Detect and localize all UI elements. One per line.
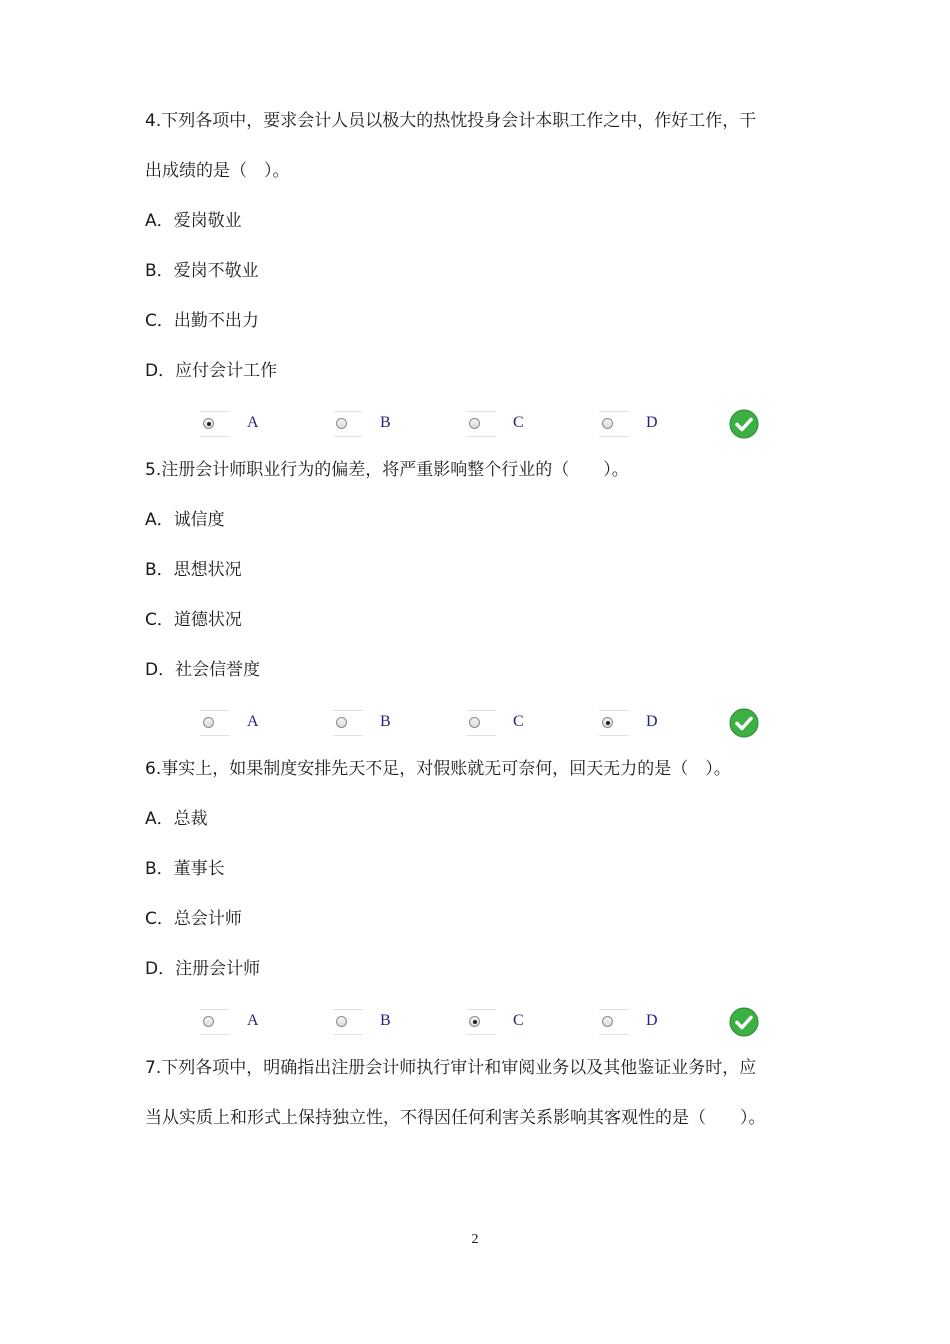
question-5-choice-c[interactable] (466, 708, 546, 738)
choice-label: A (247, 713, 259, 730)
choice-label: B (380, 414, 391, 431)
question-6-option-a: A．总裁 (145, 809, 208, 829)
choice-label: B (380, 713, 391, 730)
question-4-choice-c[interactable] (466, 409, 546, 439)
question-4-choice-b[interactable] (333, 409, 413, 439)
radio-icon[interactable] (469, 717, 480, 728)
question-5-option-d: D．社会信誉度 (145, 660, 261, 680)
choice-label: D (646, 713, 658, 730)
choice-label: D (646, 1012, 658, 1029)
choice-label: C (513, 1012, 524, 1029)
question-5-option-c: C．道德状况 (145, 610, 242, 630)
correct-check-icon (729, 708, 759, 738)
question-6-option-c: C．总会计师 (145, 909, 242, 929)
radio-selected-icon[interactable] (602, 717, 613, 728)
question-6-choice-b[interactable] (333, 1007, 413, 1037)
question-4-choice-a[interactable] (200, 409, 280, 439)
question-7-stem-line-2: 当从实质上和形式上保持独立性，不得因任何利害关系影响其客观性的是（ ）。 (145, 1108, 766, 1128)
radio-icon[interactable] (203, 717, 214, 728)
question-5-option-b: B．思想状况 (145, 560, 242, 580)
question-4-stem-line-2: 出成绩的是（ ）。 (145, 161, 290, 181)
choice-label: A (247, 1012, 259, 1029)
choice-label: C (513, 713, 524, 730)
question-4-choice-d[interactable] (599, 409, 679, 439)
radio-icon[interactable] (602, 418, 613, 429)
radio-selected-icon[interactable] (469, 1016, 480, 1027)
question-4-option-a: A．爱岗敬业 (145, 211, 242, 231)
question-4-option-c: C．出勤不出力 (145, 311, 259, 331)
question-5-choice-a[interactable] (200, 708, 280, 738)
radio-icon[interactable] (336, 717, 347, 728)
question-6-answer-row (0, 1007, 950, 1037)
question-6-choice-a[interactable] (200, 1007, 280, 1037)
question-4-option-b: B．爱岗不敬业 (145, 261, 259, 281)
question-4-stem-line-1: 4.下列各项中，要求会计人员以极大的热忱投身会计本职工作之中，作好工作，干 (145, 111, 757, 131)
choice-label: C (513, 414, 524, 431)
question-5-option-a: A．诚信度 (145, 510, 225, 530)
question-6-option-b: B．董事长 (145, 859, 225, 879)
question-7-stem-line-1: 7.下列各项中，明确指出注册会计师执行审计和审阅业务以及其他鉴证业务时，应 (145, 1058, 757, 1078)
question-4-answer-row (0, 409, 950, 439)
correct-check-icon (729, 1007, 759, 1037)
question-5-stem: 5.注册会计师职业行为的偏差，将严重影响整个行业的（ ）。 (145, 460, 629, 480)
radio-icon[interactable] (602, 1016, 613, 1027)
choice-label: B (380, 1012, 391, 1029)
page-number: 2 (471, 1232, 479, 1247)
question-6-choice-d[interactable] (599, 1007, 679, 1037)
correct-check-icon (729, 409, 759, 439)
question-5-answer-row (0, 708, 950, 738)
question-4-option-d: D．应付会计工作 (145, 361, 278, 381)
radio-icon[interactable] (336, 1016, 347, 1027)
radio-icon[interactable] (336, 418, 347, 429)
question-6-option-d: D．注册会计师 (145, 959, 261, 979)
radio-selected-icon[interactable] (203, 418, 214, 429)
question-6-choice-c[interactable] (466, 1007, 546, 1037)
question-5-choice-b[interactable] (333, 708, 413, 738)
radio-icon[interactable] (469, 418, 480, 429)
question-5-choice-d[interactable] (599, 708, 679, 738)
choice-label: A (247, 414, 259, 431)
question-6-stem: 6.事实上，如果制度安排先天不足，对假账就无可奈何，回天无力的是（ ）。 (145, 759, 731, 779)
choice-label: D (646, 414, 658, 431)
radio-icon[interactable] (203, 1016, 214, 1027)
